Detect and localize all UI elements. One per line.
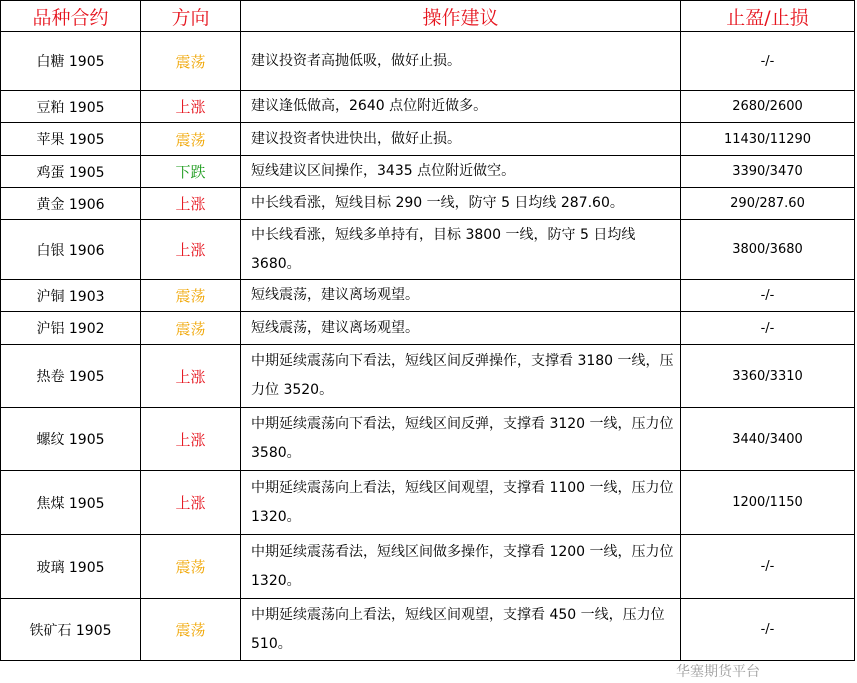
advice-cell: 中长线看涨，短线目标 290 一线，防守 5 日均线 287.60。: [241, 188, 681, 220]
direction-cell: 上涨: [141, 188, 241, 220]
stop-cell: -/-: [681, 535, 855, 599]
direction-cell: 震荡: [141, 312, 241, 345]
direction-cell: 上涨: [141, 471, 241, 535]
advice-cell: 建议逢低做高，2640 点位附近做多。: [241, 91, 681, 123]
direction-cell: 震荡: [141, 599, 241, 661]
variety-cell: 豆粕 1905: [1, 91, 141, 123]
variety-cell: 沪铜 1903: [1, 280, 141, 312]
advice-cell: 短线建议区间操作，3435 点位附近做空。: [241, 156, 681, 188]
stop-cell: 3390/3470: [681, 156, 855, 188]
table-row: [1, 32, 855, 91]
variety-cell: 苹果 1905: [1, 123, 141, 156]
table-row: [1, 535, 855, 599]
variety-cell: 玻璃 1905: [1, 535, 141, 599]
stop-cell: -/-: [681, 280, 855, 312]
advice-cell: 短线震荡，建议离场观望。: [241, 280, 681, 312]
advice-cell: 中期延续震荡向下看法，短线区间反弹操作，支撑看 3180 一线，压力位 3520。: [241, 345, 681, 408]
table-body: [1, 32, 855, 661]
direction-cell: 上涨: [141, 408, 241, 471]
advice-cell: 中期延续震荡向下看法，短线区间反弹，支撑看 3120 一线，压力位 3580。: [241, 408, 681, 471]
direction-cell: 震荡: [141, 280, 241, 312]
advice-cell: 中期延续震荡向上看法，短线区间观望，支撑看 450 一线，压力位 510。: [241, 599, 681, 661]
table-row: [1, 408, 855, 471]
direction-cell: 上涨: [141, 220, 241, 280]
table-row: [1, 312, 855, 345]
header-advice: 操作建议: [241, 1, 681, 32]
advice-cell: 建议投资者高抛低吸，做好止损。: [241, 32, 681, 91]
advice-cell: 中期延续震荡看法，短线区间做多操作，支撑看 1200 一线，压力位 1320。: [241, 535, 681, 599]
stop-cell: 2680/2600: [681, 91, 855, 123]
stop-cell: 11430/11290: [681, 123, 855, 156]
watermark-text: 华塞期货平台: [676, 664, 760, 680]
table-row: [1, 188, 855, 220]
advice-cell: 中长线看涨，短线多单持有，目标 3800 一线，防守 5 日均线 3680。: [241, 220, 681, 280]
table-row: [1, 156, 855, 188]
table-row: [1, 280, 855, 312]
variety-cell: 螺纹 1905: [1, 408, 141, 471]
variety-cell: 焦煤 1905: [1, 471, 141, 535]
advice-cell: 中期延续震荡向上看法，短线区间观望，支撑看 1100 一线，压力位 1320。: [241, 471, 681, 535]
stop-cell: 3440/3400: [681, 408, 855, 471]
advice-cell: 短线震荡，建议离场观望。: [241, 312, 681, 345]
stop-cell: 290/287.60: [681, 188, 855, 220]
stop-cell: 3360/3310: [681, 345, 855, 408]
table-row: [1, 220, 855, 280]
direction-cell: 上涨: [141, 345, 241, 408]
stop-cell: -/-: [681, 312, 855, 345]
direction-cell: 震荡: [141, 32, 241, 91]
variety-cell: 热卷 1905: [1, 345, 141, 408]
advice-cell: 建议投资者快进快出，做好止损。: [241, 123, 681, 156]
direction-cell: 上涨: [141, 91, 241, 123]
stop-cell: 1200/1150: [681, 471, 855, 535]
variety-cell: 鸡蛋 1905: [1, 156, 141, 188]
header-direction: 方向: [141, 1, 241, 32]
table-row: [1, 91, 855, 123]
table-row: [1, 123, 855, 156]
variety-cell: 白银 1906: [1, 220, 141, 280]
stop-cell: 3800/3680: [681, 220, 855, 280]
table-row: [1, 345, 855, 408]
direction-cell: 下跌: [141, 156, 241, 188]
variety-cell: 黄金 1906: [1, 188, 141, 220]
variety-cell: 白糖 1905: [1, 32, 141, 91]
table-row: [1, 599, 855, 661]
stop-cell: -/-: [681, 32, 855, 91]
variety-cell: 铁矿石 1905: [1, 599, 141, 661]
direction-cell: 震荡: [141, 535, 241, 599]
header-variety: 品种合约: [1, 1, 141, 32]
direction-cell: 震荡: [141, 123, 241, 156]
header-row: [1, 1, 855, 32]
variety-cell: 沪铝 1902: [1, 312, 141, 345]
header-stop: 止盈/止损: [681, 1, 855, 32]
table-row: [1, 471, 855, 535]
stop-cell: -/-: [681, 599, 855, 661]
